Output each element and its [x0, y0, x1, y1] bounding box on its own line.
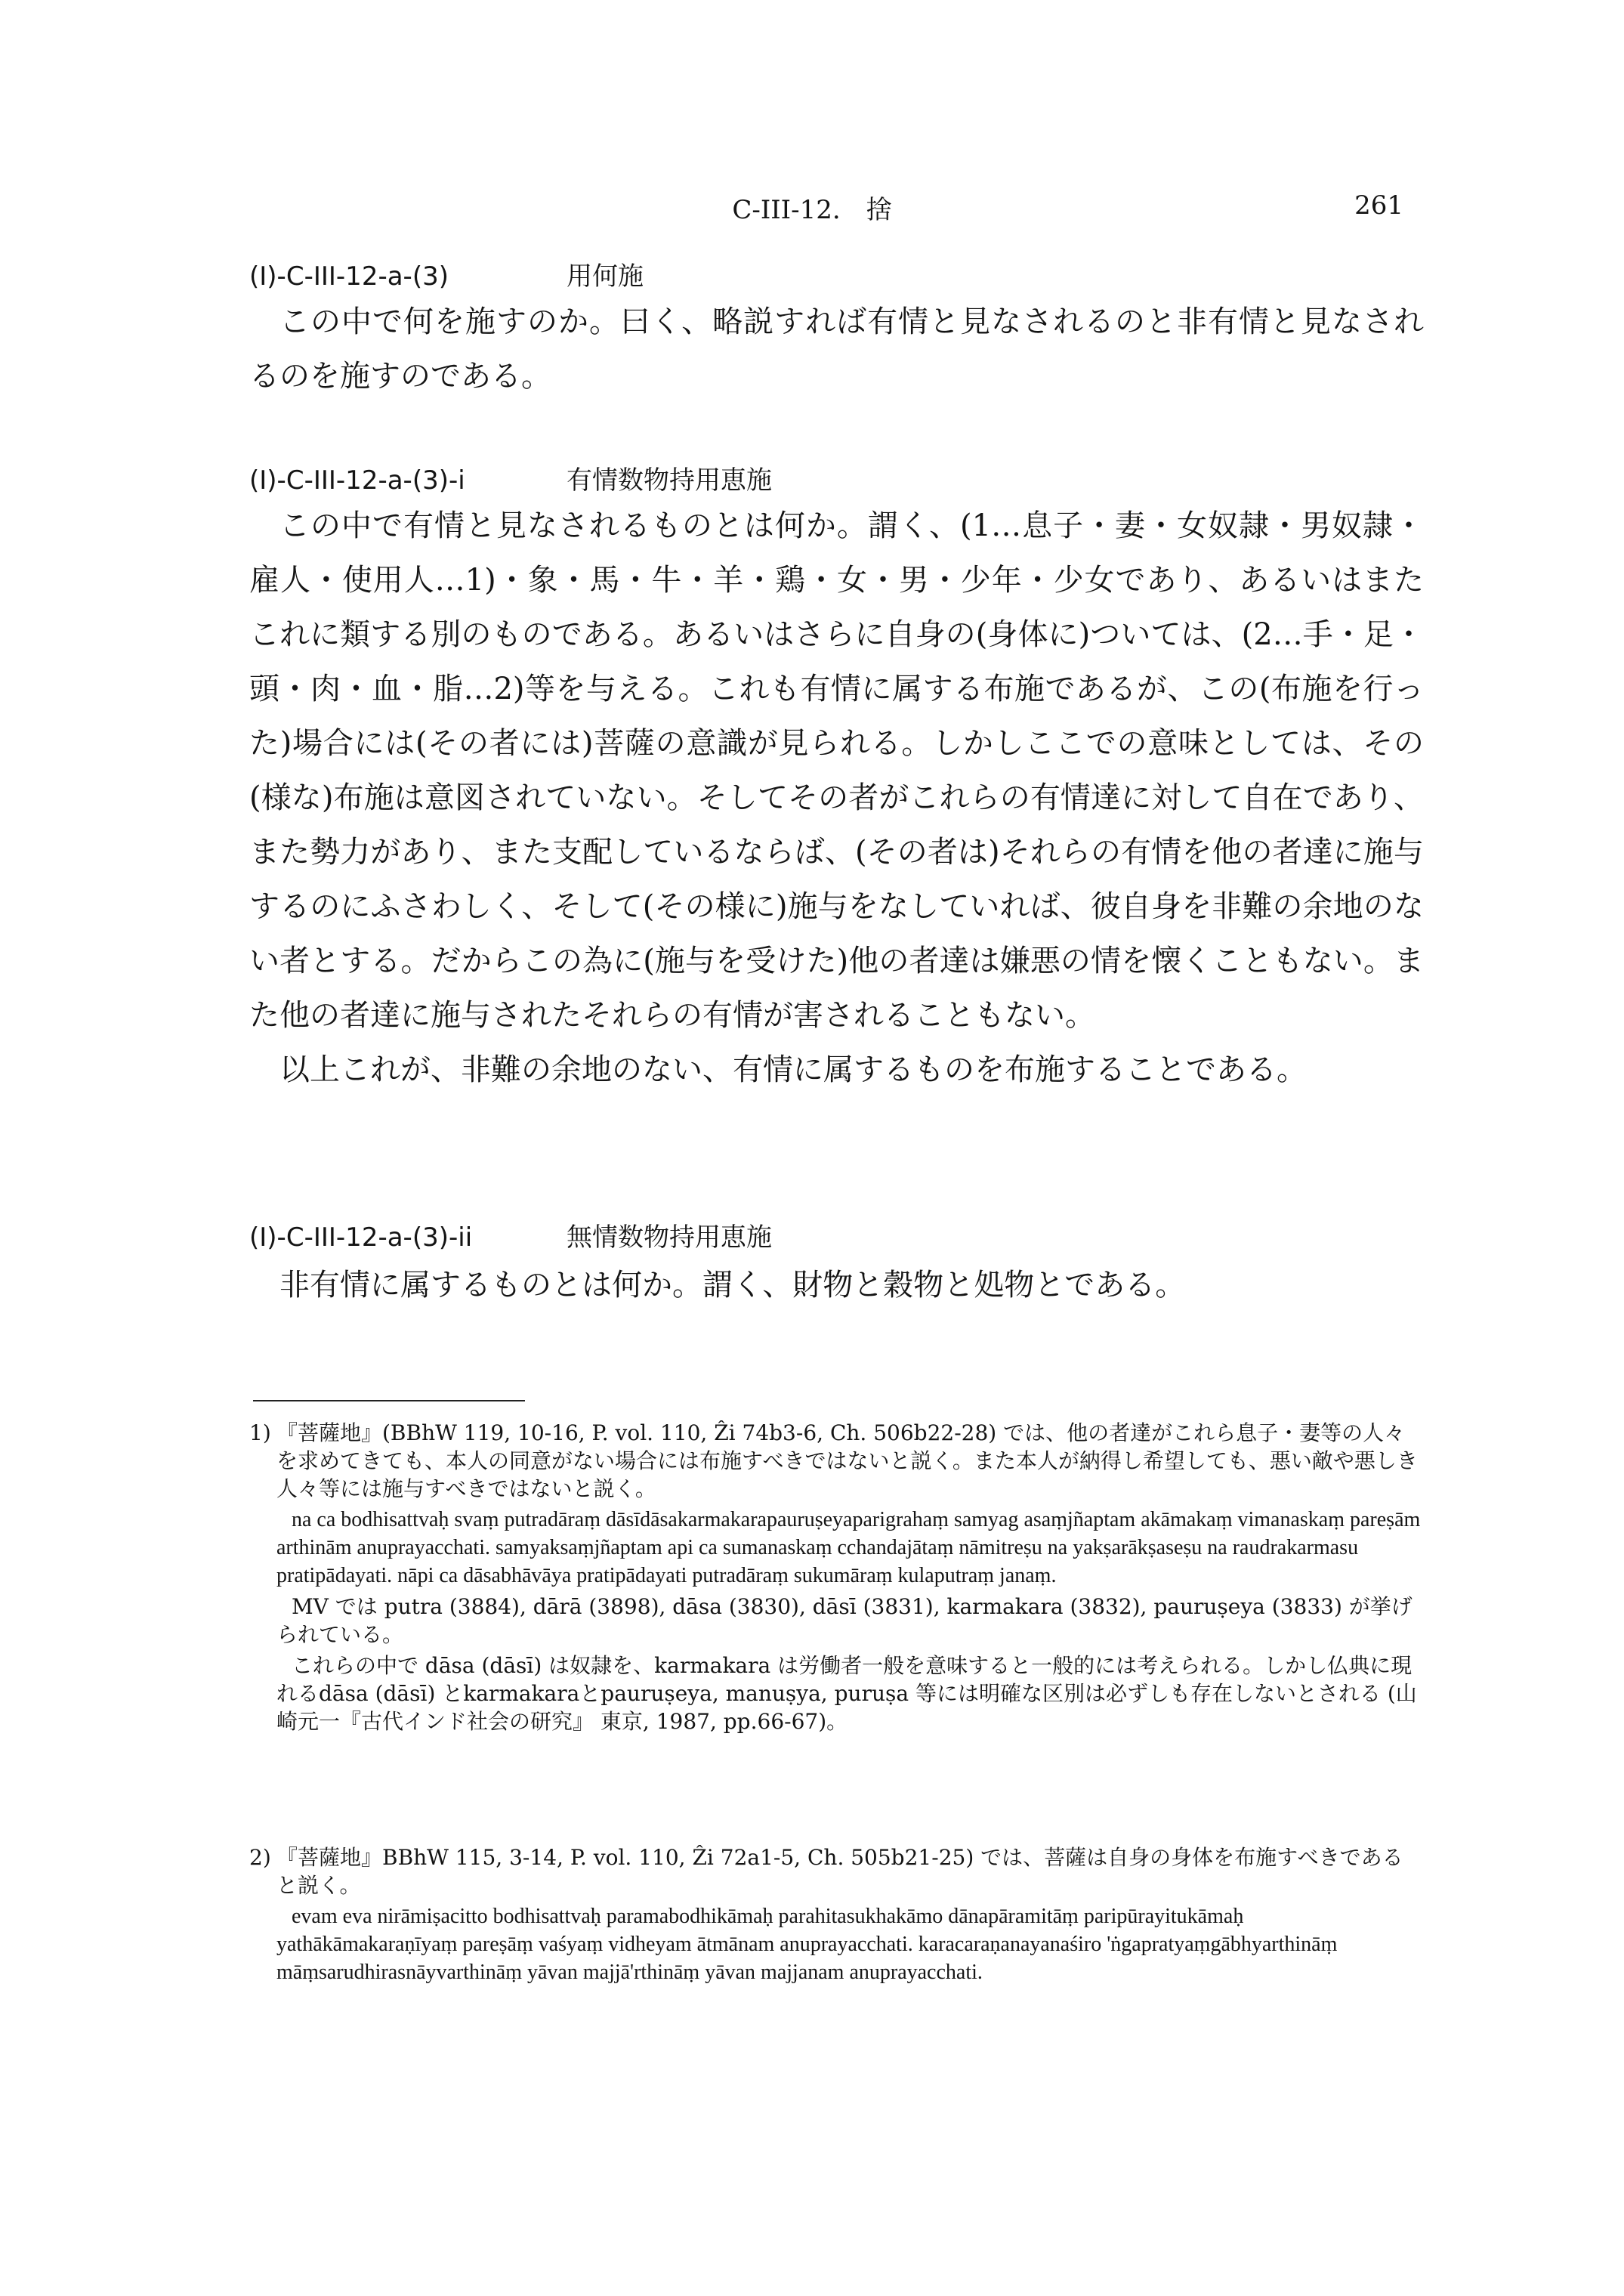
paragraph: この中で何を施すのか。曰く、略説すれば有情と見なされるのと非有情と見なされるのを施すのである。 — [249, 304, 1424, 394]
paragraph: この中で有情と見なされるものとは何か。謂く、(1…息子・妻・女奴隷・男奴隷・雇人・使用人…1)・象・馬・牛・羊・鶏・女・男・少年・少女であり、あるいはまたこれに類する別のものである。あるいはさらに自身の(身体に)ついては、(2…手・足・頭・肉・血・脂…2)等を与える。これも有情に属する布施であるが、この(布施を行った)場合には(その者には)菩薩の意識が見られる。しかしここでの意味としては、その(様な)布施は意図されていない。そしてその者がこれらの有情達に対して自在であり、また勢力があり、また支配しているならば、(その者は)それらの有情を他の者達に施与するのにふさわしく、そして(その様に)施与をなしていれば、彼自身を非難の余地のない者とする。だからこの為に(施与を受けた)他の者達は嫌悪の情を懐くこともない。また他の者達に施与されたそれらの有情が害されることもない。 — [249, 508, 1424, 1033]
section-code: (I)-C-III-12-a-(3)-ii — [249, 1222, 473, 1253]
footnote-2 — [249, 1843, 1424, 1986]
footnote-intro: 『菩薩地』(BBhW 119, 10-16, P. vol. 110, Ẑi 74b3-6, Ch. 506b22-28) では、他の者達がこれら息子・妻等の人々を求めてきても、本人の同意がない場合には布施すべきではないと説く。また本人が納得し希望しても、悪い敵や悪しき人々等には施与すべきではないと説く。 — [276, 1420, 1418, 1501]
footnote-sanskrit: na ca bodhisattvaḥ svaṃ putradāraṃ dāsīdāsakarmakarapauruṣeyaparigrahaṃ samyag asaṃjñaptam akāmakaṃ vimanaskaṃ pareṣām arthinām anuprayacchati. samyaksaṃjñaptam api ca sumanaskaṃ cchandajātaṃ nāmitreṣu na yakṣarākṣaseṣu na raudrakarmasu pratipādayati. nāpi ca dāsabhāvāya pratipādayati putradāraṃ sukumāraṃ kulaputraṃ janaṃ. — [276, 1508, 1421, 1587]
section-body — [249, 1258, 1424, 1312]
section-title: 無情数物持用恵施 — [567, 1222, 772, 1253]
running-title: C-III-12. 捨 — [732, 195, 892, 225]
footnote-label: 2) — [249, 1845, 271, 1870]
footnote-note: MV では putra (3884), dārā (3898), dāsa (3830), dāsī (3831), karmakara (3832), pauruṣeya (3833) が挙げられている。 — [276, 1594, 1413, 1647]
section-body — [249, 499, 1424, 1097]
footnote-divider — [253, 1400, 525, 1401]
section-heading — [249, 1216, 772, 1253]
footnote-sanskrit: evam eva nirāmiṣacitto bodhisattvaḥ paramabodhikāmaḥ parahitasukhakāmo dānapāramitāṃ paripūrayitukāmaḥ yathākāmakaraṇīyaṃ pareṣāṃ vaśyaṃ vidheyam ātmānam anuprayacchati. karacaraṇanayanaśiro 'ṅgapratyaṃgābhyarthināṃ māṃsarudhirasnāyvarthināṃ yāvan majjā'rthināṃ yāvan majjanam anuprayacchati. — [276, 1905, 1338, 1984]
section-code: (I)-C-III-12-a-(3) — [249, 261, 449, 292]
footnote-intro: 『菩薩地』BBhW 115, 3-14, P. vol. 110, Ẑi 72a1-5, Ch. 505b21-25) では、菩薩は自身の身体を布施すべきであると説く。 — [276, 1845, 1403, 1898]
footnote-label: 1) — [249, 1420, 271, 1445]
section-heading — [249, 255, 644, 292]
section-title: 有情数物持用恵施 — [567, 465, 772, 496]
footnote-note: これらの中で dāsa (dāsī) は奴隷を、karmakara は労働者一般を意味すると一般的には考えられる。しかし仏典に現れるdāsa (dāsī) とkarmakaraとpauruṣeya, manuṣya, puruṣa 等には明確な区別は必ずしも存在しないとされる (山崎元一『古代インド社会の研究』 東京, 1987, pp.66-67)。 — [276, 1653, 1417, 1734]
paragraph: 非有情に属するものとは何か。謂く、財物と穀物と処物とである。 — [279, 1268, 1186, 1303]
paragraph: 以上これが、非難の余地のない、有情に属するものを布施することである。 — [279, 1052, 1307, 1087]
page-number: 261 — [1354, 190, 1403, 221]
section-code: (I)-C-III-12-a-(3)-i — [249, 465, 465, 496]
section-title: 用何施 — [567, 261, 644, 292]
section-body — [249, 295, 1424, 403]
section-heading — [249, 459, 772, 496]
footnote-1 — [249, 1419, 1424, 1735]
